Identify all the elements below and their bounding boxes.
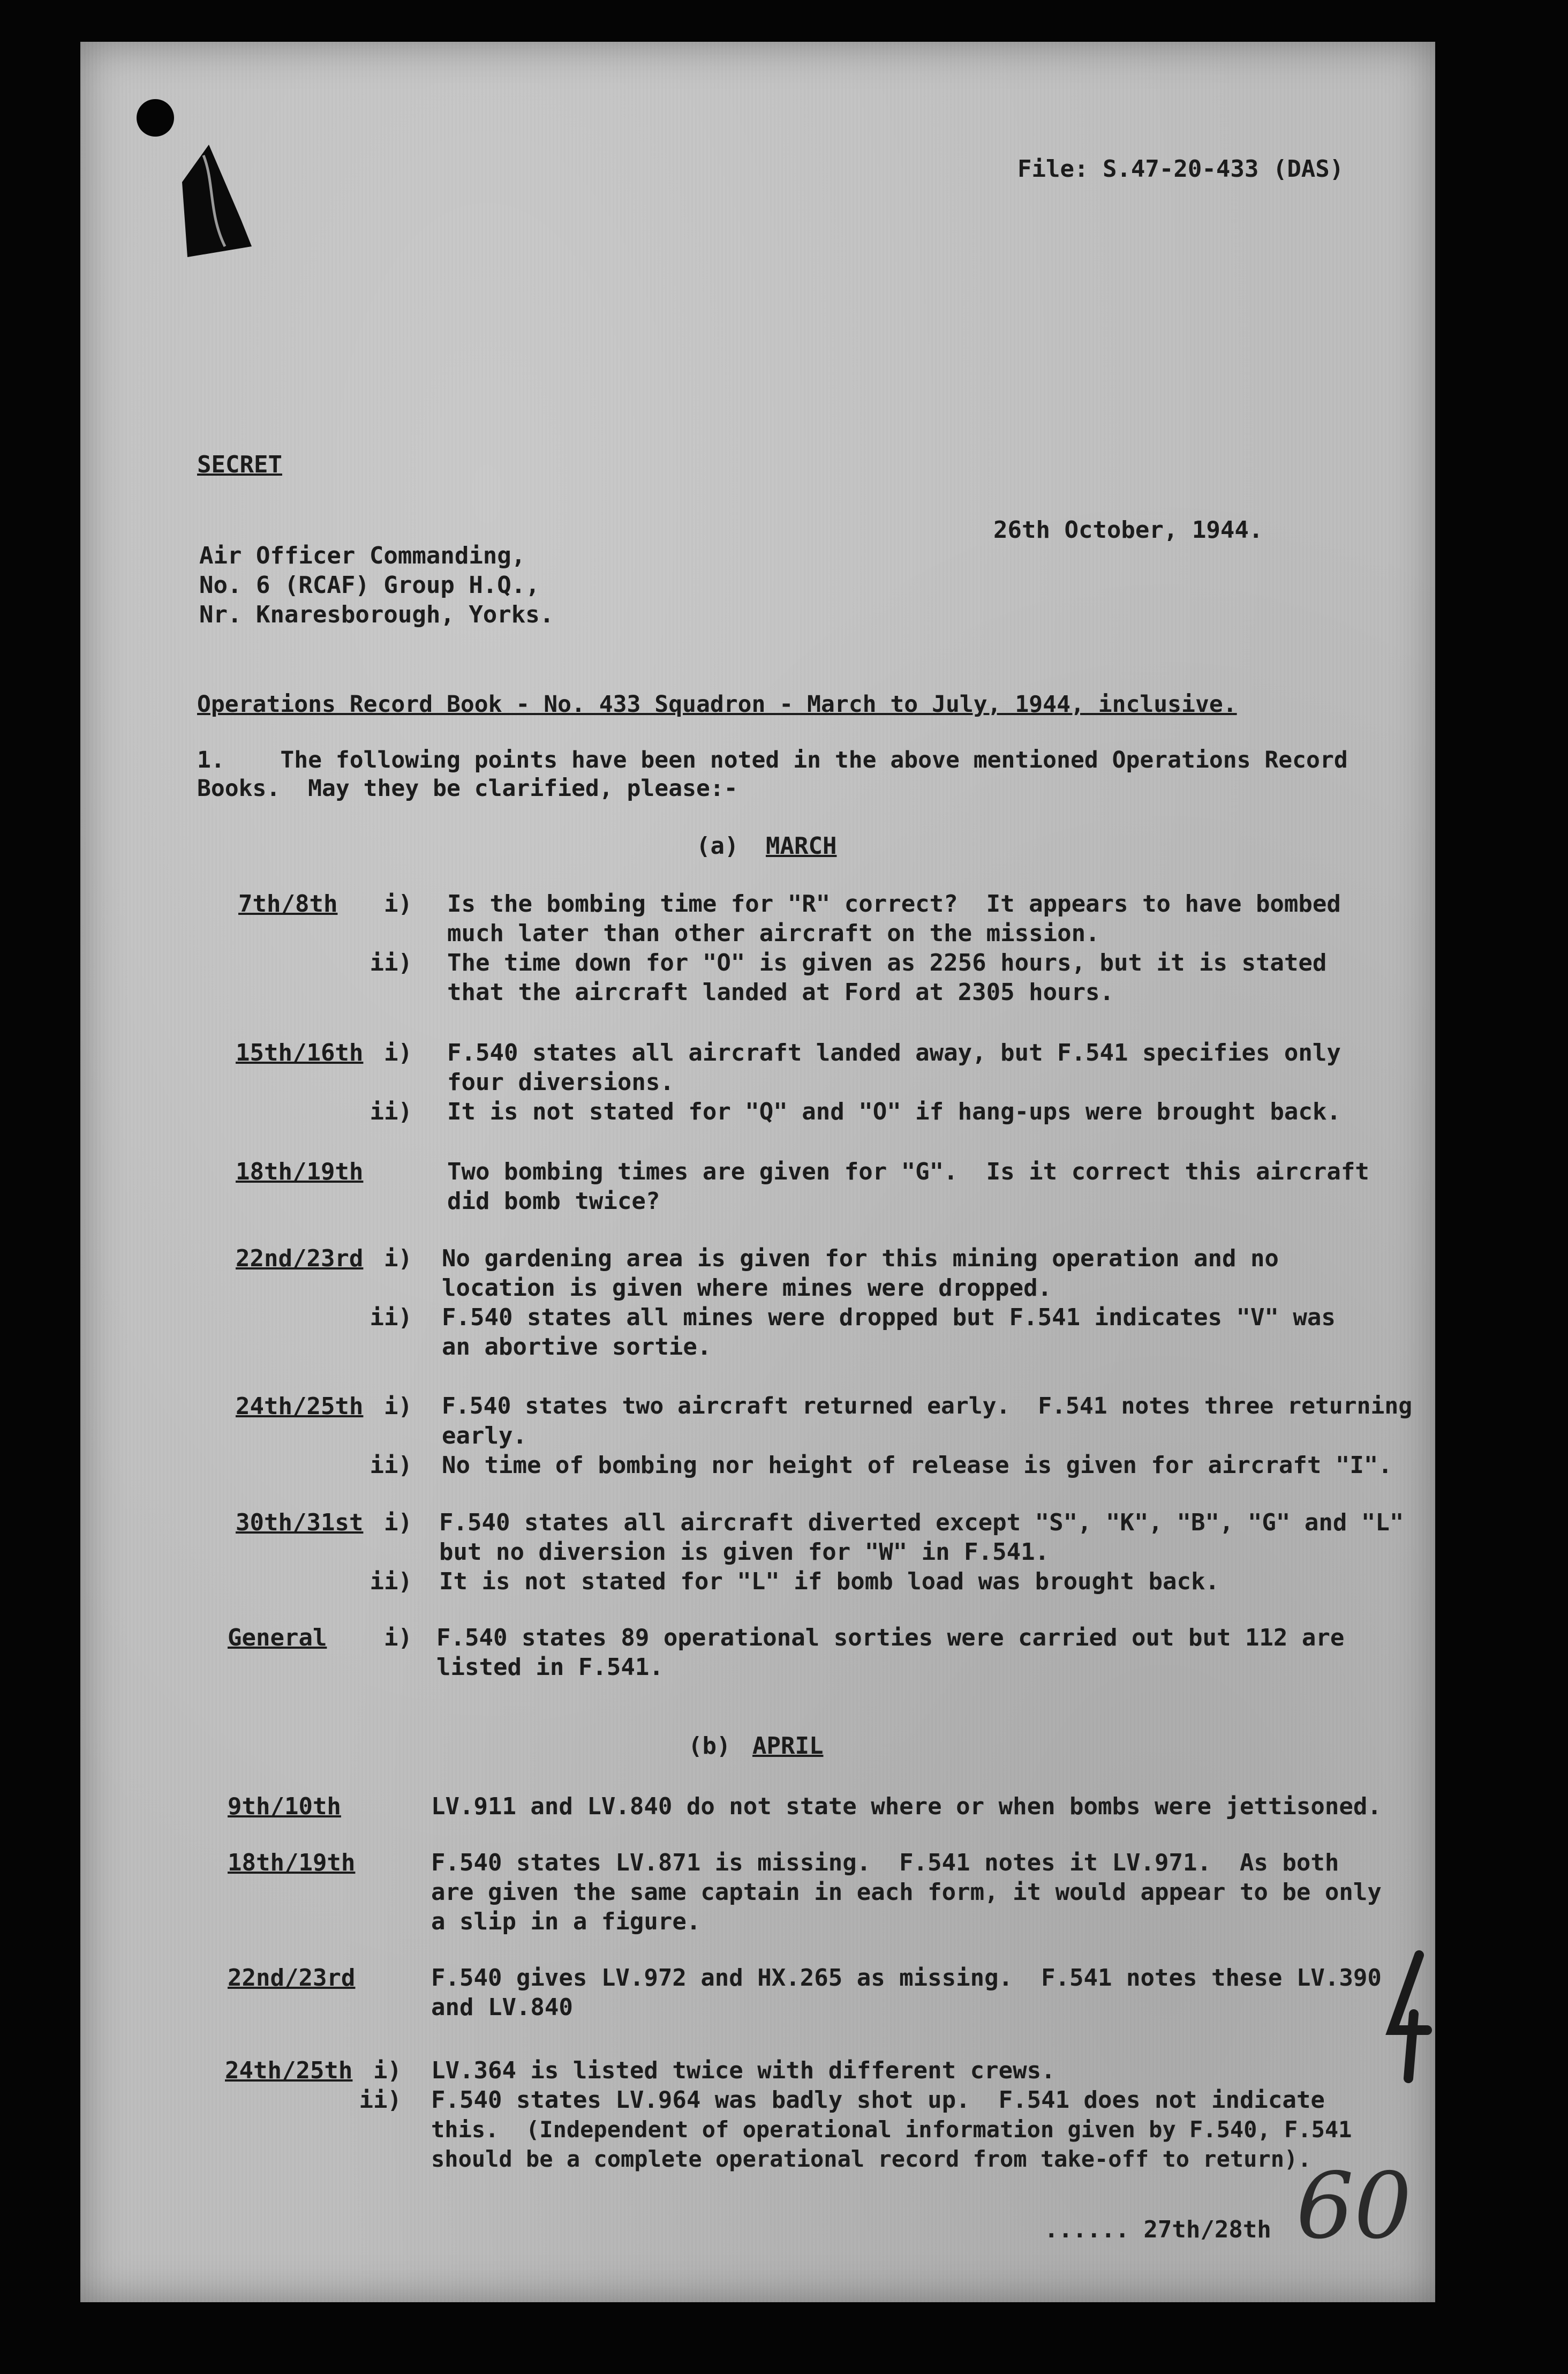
continuation-marker: ...... 27th/28th bbox=[1044, 2216, 1271, 2243]
entry-text: F.540 states two aircraft returned early. F.541 notes three returning bbox=[442, 1393, 1413, 1419]
intro-paragraph: 1. The following points have been noted in the above mentioned Operations Record bbox=[197, 747, 1348, 773]
section-title: APRIL bbox=[752, 1732, 824, 1760]
entry-text: that the aircraft landed at Ford at 2305 hours. bbox=[447, 979, 1114, 1006]
item-number: i) bbox=[373, 2057, 402, 2084]
entry-text: It is not stated for "L" if bomb load was brought back. bbox=[439, 1568, 1219, 1595]
item-number: i) bbox=[384, 1624, 412, 1651]
item-number: i) bbox=[384, 890, 412, 918]
entry-text: The time down for "O" is given as 2256 hours, but it is stated bbox=[447, 949, 1327, 976]
entry-date: 9th/10th bbox=[228, 1793, 341, 1820]
entry-date: 15th/16th bbox=[236, 1039, 364, 1066]
subject-line: Operations Record Book - No. 433 Squadron - March to July, 1944, inclusive. bbox=[197, 691, 1237, 718]
item-number: i) bbox=[384, 1245, 412, 1272]
entry-text: F.540 gives LV.972 and HX.265 as missing. F.541 notes these LV.390 bbox=[431, 1964, 1382, 1992]
handwritten-page-number: 60 bbox=[1296, 2153, 1412, 2259]
section-letter: (b) bbox=[688, 1732, 731, 1760]
entry-text: F.540 states all mines were dropped but F.541 indicates "V" was bbox=[442, 1304, 1336, 1331]
entry-date: 18th/19th bbox=[228, 1849, 356, 1876]
handwritten-mark bbox=[1371, 1950, 1435, 2089]
entry-text: F.540 states all aircraft landed away, but F.541 specifies only bbox=[447, 1039, 1341, 1066]
entry-date: General bbox=[228, 1624, 327, 1651]
entry-text: an abortive sortie. bbox=[442, 1333, 712, 1361]
entry-text: F.540 states 89 operational sorties were carried out but 112 are bbox=[436, 1624, 1345, 1651]
entry-text: No gardening area is given for this mining operation and no bbox=[442, 1245, 1279, 1272]
item-number: i) bbox=[384, 1393, 412, 1420]
entry-text: and LV.840 bbox=[431, 1994, 573, 2021]
entry-text: are given the same captain in each form, it would appear to be only bbox=[431, 1879, 1382, 1906]
entry-text: this. (Independent of operational information given by F.540, F.541 bbox=[431, 2116, 1352, 2143]
entry-text: four diversions. bbox=[447, 1069, 674, 1096]
entry-date: 24th/25th bbox=[225, 2057, 353, 2084]
section-title: MARCH bbox=[766, 832, 837, 860]
item-number: ii) bbox=[370, 1098, 412, 1125]
section-letter: (a) bbox=[696, 832, 739, 860]
letter-date: 26th October, 1944. bbox=[993, 516, 1263, 544]
classification: SECRET bbox=[197, 451, 282, 478]
entry-text: early. bbox=[442, 1422, 527, 1449]
entry-date: 30th/31st bbox=[236, 1509, 364, 1536]
entry-text: did bomb twice? bbox=[447, 1188, 660, 1215]
torn-corner bbox=[177, 139, 257, 262]
entry-text: Is the bombing time for "R" correct? It appears to have bombed bbox=[447, 890, 1341, 918]
item-number: ii) bbox=[370, 949, 412, 976]
item-number: i) bbox=[384, 1039, 412, 1066]
entry-text: LV.364 is listed twice with different crews. bbox=[431, 2057, 1056, 2084]
entry-date: 22nd/23rd bbox=[236, 1245, 364, 1272]
entry-text: a slip in a figure. bbox=[431, 1908, 701, 1935]
intro-paragraph: Books. May they be clarified, please:- bbox=[197, 775, 738, 802]
item-number: ii) bbox=[359, 2086, 402, 2114]
entry-text: much later than other aircraft on the mission. bbox=[447, 920, 1100, 947]
entry-date: 22nd/23rd bbox=[228, 1964, 356, 1992]
entry-text: It is not stated for "Q" and "O" if hang-ups were brought back. bbox=[447, 1098, 1341, 1125]
item-number: ii) bbox=[370, 1452, 412, 1479]
entry-text: but no diversion is given for "W" in F.541. bbox=[439, 1538, 1050, 1566]
entry-date: 7th/8th bbox=[238, 890, 338, 918]
file-reference: File: S.47-20-433 (DAS) bbox=[1017, 155, 1344, 183]
item-number: ii) bbox=[370, 1568, 412, 1595]
punch-hole bbox=[137, 99, 174, 137]
item-number: ii) bbox=[370, 1304, 412, 1331]
recipient-line: Nr. Knaresborough, Yorks. bbox=[199, 601, 554, 628]
entry-date: 18th/19th bbox=[236, 1158, 364, 1185]
entry-text: F.540 states all aircraft diverted except "S", "K", "B", "G" and "L" bbox=[439, 1509, 1404, 1536]
entry-date: 24th/25th bbox=[236, 1393, 364, 1420]
entry-text: should be a complete operational record from take-off to return). bbox=[431, 2146, 1311, 2172]
recipient-line: Air Officer Commanding, bbox=[199, 542, 526, 569]
recipient-line: No. 6 (RCAF) Group H.Q., bbox=[199, 572, 540, 599]
entry-text: No time of bombing nor height of release is given for aircraft "I". bbox=[442, 1452, 1392, 1479]
item-number: i) bbox=[384, 1509, 412, 1536]
entry-text: Two bombing times are given for "G". Is it correct this aircraft bbox=[447, 1158, 1369, 1185]
entry-text: location is given where mines were dropped. bbox=[442, 1274, 1052, 1302]
entry-text: LV.911 and LV.840 do not state where or when bombs were jettisoned. bbox=[431, 1793, 1382, 1820]
entry-text: F.540 states LV.964 was badly shot up. F.541 does not indicate bbox=[431, 2086, 1325, 2114]
entry-text: F.540 states LV.871 is missing. F.541 notes it LV.971. As both bbox=[431, 1849, 1339, 1876]
entry-text: listed in F.541. bbox=[436, 1654, 664, 1681]
